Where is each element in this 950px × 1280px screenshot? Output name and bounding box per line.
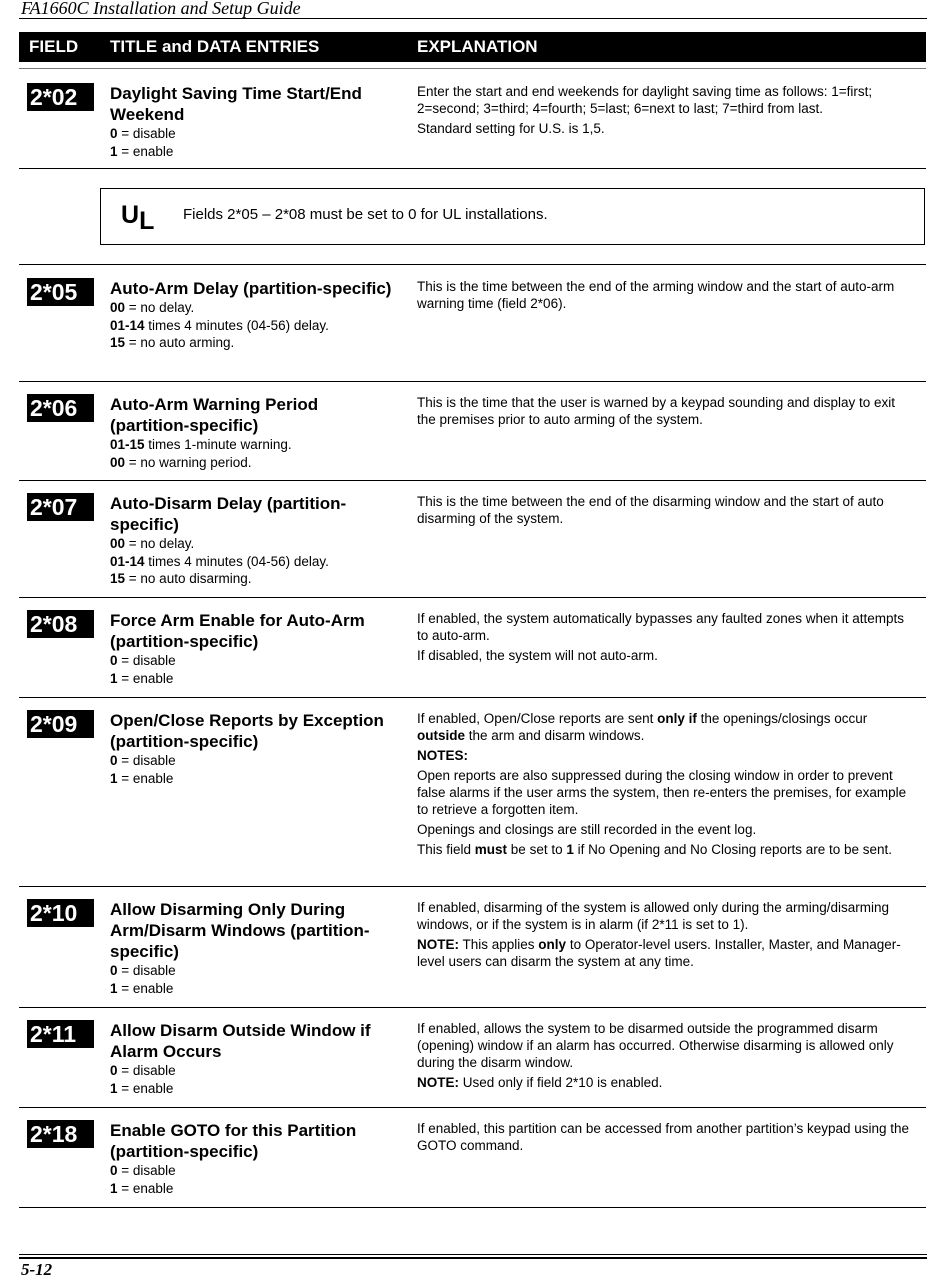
data-entry: 01-14 times 4 minutes (04-56) delay. — [110, 553, 329, 569]
column-header-bar — [19, 32, 926, 62]
note-text: NOTE: This applies only to Operator-level users. Installer, Master, and Manager-level users can disarm the system at any time. — [417, 937, 901, 969]
data-entry: 1 = enable — [110, 980, 174, 996]
ul-notice-box — [100, 188, 925, 245]
field-number: 2*05 — [27, 278, 94, 306]
explanation — [417, 1120, 917, 1157]
header-rule — [19, 18, 927, 19]
explanation — [417, 394, 917, 431]
title-entries — [110, 83, 400, 160]
footer-rule — [19, 1257, 927, 1259]
data-entry: 1 = enable — [110, 1180, 174, 1196]
title-entries — [110, 1120, 400, 1197]
column-header-field: FIELD — [29, 37, 79, 56]
data-entry: 01-14 times 4 minutes (04-56) delay. — [110, 317, 329, 333]
row-divider — [19, 886, 926, 887]
field-number: 2*06 — [27, 394, 94, 422]
row-divider — [19, 68, 926, 69]
notes-heading: NOTES: — [417, 748, 469, 763]
field-number: 2*02 — [27, 83, 94, 111]
data-entry: 0 = disable — [110, 1163, 176, 1178]
column-header-explanation: EXPLANATION — [417, 37, 538, 56]
explanation-text: Enter the start and end weekends for daylight saving time as follows: 1=first; 2=second; 3=third; 4=fourth; 5=last; 6=next to last; 7=third from last. — [417, 84, 873, 116]
data-entry: 00 = no warning period. — [110, 454, 252, 470]
field-title: Allow Disarming Only During Arm/Disarm Windows (partition-specific) — [110, 900, 370, 961]
row-divider — [19, 697, 926, 698]
data-entry: 0 = disable — [110, 1063, 176, 1078]
data-entry: 1 = enable — [110, 1080, 174, 1096]
field-number: 2*10 — [27, 899, 94, 927]
title-entries — [110, 610, 400, 687]
data-entry: 00 = no delay. — [110, 300, 195, 315]
field-title: Allow Disarm Outside Window if Alarm Occurs — [110, 1021, 371, 1061]
title-entries — [110, 278, 400, 352]
column-header-title: TITLE and DATA ENTRIES — [110, 37, 320, 56]
explanation — [417, 610, 917, 667]
data-entry: 15 = no auto arming. — [110, 335, 235, 350]
explanation-text: Open reports are also suppressed during the closing window in order to prevent false alarms if the user arms the system, then re-enters the premises, for example to retrieve a forgotten item. — [417, 768, 907, 817]
data-entry: 00 = no delay. — [110, 536, 195, 551]
field-number: 2*11 — [27, 1020, 94, 1048]
field-number: 2*07 — [27, 493, 94, 521]
explanation-text: This is the time that the user is warned by a keypad sounding and display to exit the premises prior to auto arming of the system. — [417, 395, 896, 427]
footer-rule — [19, 1254, 927, 1255]
explanation — [417, 899, 917, 973]
field-number: 2*09 — [27, 710, 94, 738]
explanation-text: If enabled, disarming of the system is allowed only during the arming/disarming windows, or if the system is in alarm (if 2*11 is set to 1). — [417, 900, 889, 932]
field-number: 2*08 — [27, 610, 94, 638]
row-divider — [19, 480, 926, 481]
data-entry: 01-15 times 1-minute warning. — [110, 437, 292, 452]
explanation — [417, 83, 917, 140]
ul-notice-text: Fields 2*05 – 2*08 must be set to 0 for UL installations. — [183, 206, 548, 223]
title-entries — [110, 1020, 400, 1097]
explanation-text: If enabled, this partition can be accessed from another partition’s keypad using the GOTO command. — [417, 1121, 910, 1153]
title-entries — [110, 394, 400, 471]
data-entry: 1 = enable — [110, 143, 174, 159]
row-divider — [19, 1007, 926, 1008]
explanation-text: Standard setting for U.S. is 1,5. — [417, 121, 605, 136]
explanation-text: Openings and closings are still recorded in the event log. — [417, 822, 757, 837]
ul-logo-icon: UL — [121, 201, 155, 235]
field-number: 2*18 — [27, 1120, 94, 1148]
data-entry: 0 = disable — [110, 126, 176, 141]
field-title: Enable GOTO for this Partition (partition-specific) — [110, 1121, 357, 1161]
field-title: Auto-Arm Delay (partition-specific) — [110, 279, 392, 298]
explanation-text: This is the time between the end of the disarming window and the start of auto disarming of the system. — [417, 494, 884, 526]
data-entry: 1 = enable — [110, 670, 174, 686]
explanation-text: This field must be set to 1 if No Opening and No Closing reports are to be sent. — [417, 842, 893, 857]
note-text: NOTE: Used only if field 2*10 is enabled. — [417, 1075, 663, 1090]
title-entries — [110, 710, 400, 787]
explanation — [417, 493, 917, 530]
field-title: Open/Close Reports by Exception (partition-specific) — [110, 711, 384, 751]
field-title: Auto-Disarm Delay (partition-specific) — [110, 494, 347, 534]
explanation — [417, 710, 917, 861]
row-divider — [19, 381, 926, 382]
row-divider — [19, 168, 926, 169]
field-title: Daylight Saving Time Start/End Weekend — [110, 84, 362, 124]
explanation — [417, 278, 917, 315]
explanation-text: If enabled, the system automatically bypasses any faulted zones when it attempts to auto-arm. — [417, 611, 905, 643]
data-entry: 1 = enable — [110, 770, 174, 786]
data-entry: 0 = disable — [110, 653, 176, 668]
page-number: 5-12 — [21, 1260, 53, 1279]
data-entry: 0 = disable — [110, 753, 176, 768]
running-header: FA1660C Installation and Setup Guide — [21, 0, 301, 18]
row-divider — [19, 597, 926, 598]
field-title: Force Arm Enable for Auto-Arm (partition-specific) — [110, 611, 365, 651]
title-entries — [110, 493, 400, 588]
data-entry: 0 = disable — [110, 963, 176, 978]
explanation-text: This is the time between the end of the arming window and the start of auto-arm warning time (field 2*06). — [417, 279, 895, 311]
explanation — [417, 1020, 917, 1094]
title-entries — [110, 899, 400, 997]
row-divider — [19, 264, 926, 265]
explanation-text: If enabled, Open/Close reports are sent only if the openings/closings occur outside the arm and disarm windows. — [417, 711, 868, 743]
row-divider — [19, 1107, 926, 1108]
explanation-text: If disabled, the system will not auto-arm. — [417, 648, 658, 663]
explanation-text: If enabled, allows the system to be disarmed outside the programmed disarm (opening) window if an alarm has occurred. Otherwise disarming is allowed only during the disarm window. — [417, 1021, 894, 1070]
field-title: Auto-Arm Warning Period (partition-specific) — [110, 395, 319, 435]
row-divider — [19, 1207, 926, 1208]
data-entry: 15 = no auto disarming. — [110, 571, 252, 586]
